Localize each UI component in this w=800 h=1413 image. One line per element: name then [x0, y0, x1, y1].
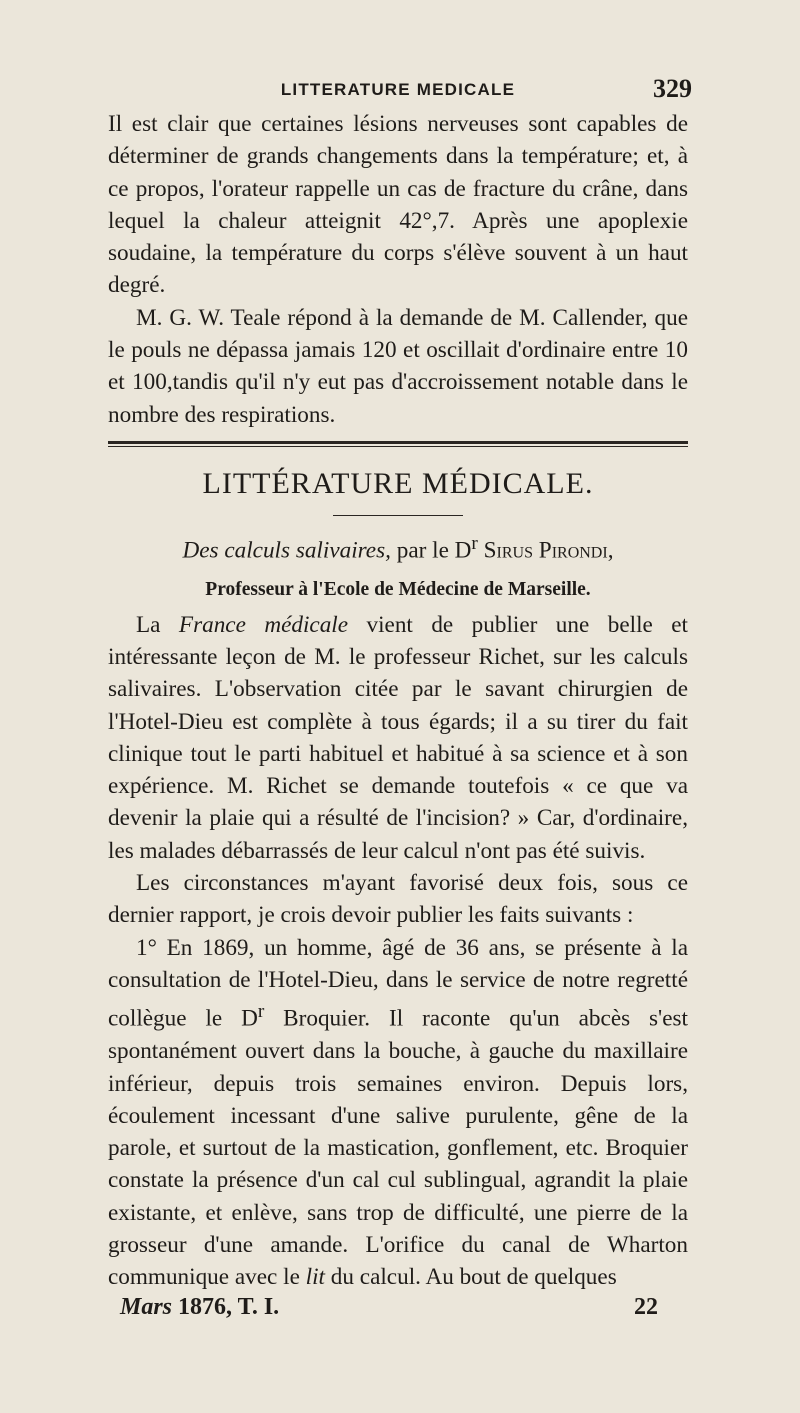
article-heading — [108, 528, 688, 567]
case-dr-superscript: r — [257, 1001, 265, 1023]
paragraph-body: vient de publier une belle et intéressante leçon de M. le professeur Richet, sur les calculs salivaires. L'observation citée par le savant chirurgien de l'Hotel-Dieu est complète à tous égards; il a su tirer du fait clinique tout le parti habituel et habitué à sa science et à son expérience. M. Richet se demande toutefois « ce que va devenir la plaie qui a résulté de l'incision? » Car, d'ordinaire, les malades débarrassés de leur calcul n'ont pas été suivis. — [108, 611, 689, 864]
case-text-middle: Broquier. Il raconte qu'un abcès s'est spontanément ouvert dans la bouche, à gauche du maxillaire inférieur, depuis trois semaines environ. Depuis lors, écoulement incessant d'une salive purulente, gêne de la parole, et surtout de la mastication, gonflement, etc. Broquier constate la présence d'un cal cul sublingual, agrandit la plaie existante, et enlève, sans trop de difficulté, une pierre de la grosseur d'une amande. L'orifice du canal de Wharton communique avec le — [108, 1006, 688, 1291]
case-text-end: du calcul. Au bout de quelques — [325, 1264, 617, 1291]
article-dr-superscript: r — [471, 532, 478, 554]
footer-date — [120, 1294, 279, 1321]
journal-name: France médicale — [178, 611, 349, 638]
section-title: LITTÉRATURE MÉDICALE. — [202, 466, 594, 500]
author-affiliation: Professeur à l'Ecole de Médecine de Marseille. — [205, 578, 591, 600]
case-italic-word: lit — [305, 1264, 325, 1291]
running-title: LITTERATURE MEDICALE — [280, 80, 516, 99]
footer-month: Mars — [120, 1293, 173, 1320]
case-paragraph — [108, 932, 688, 1294]
footer-year-volume: 1876, T. I. — [172, 1293, 280, 1320]
article-paragraph: Les circonstances m'ayant favorisé deux fois, sous ce dernier rapport, je crois devoir publier les faits suivants : — [108, 870, 688, 929]
title-divider — [333, 515, 463, 516]
section-divider — [108, 441, 688, 447]
running-head — [108, 74, 692, 108]
page-number: 329 — [653, 74, 692, 103]
article-by: par le D — [390, 537, 472, 564]
article-paragraph — [108, 609, 688, 867]
article-author: Sirus Pirondi, — [477, 537, 614, 564]
continuation-paragraph: Il est clair que certaines lésions nerveuses sont capables de déterminer de grands changements dans la température; et, à ce propos, l'orateur rappelle un cas de fracture du crâne, dans lequel la chaleur atteignit 42°,7. Après une apoplexie soudaine, la température du corps s'élève souvent à un haut degré. — [108, 111, 688, 299]
paragraph-lead: La — [136, 611, 179, 638]
page-footer — [108, 1294, 688, 1328]
case-text-start: 1° En 1869, un homme, âgé de 36 ans, se présente à la consultation de l'Hotel-Dieu, dans le service de notre regretté collègue le D — [108, 934, 688, 1032]
printer-signature: 22 — [634, 1293, 658, 1320]
article-title: Des calculs salivaires, — [182, 537, 391, 564]
discussion-paragraph: M. G. W. Teale répond à la demande de M. Callender, que le pouls ne dépassa jamais 120 et oscillait d'ordinaire entre 10 et 100,tandis qu'il n'y eut pas d'accroissement notable dans le nombre des respirations. — [108, 304, 688, 428]
